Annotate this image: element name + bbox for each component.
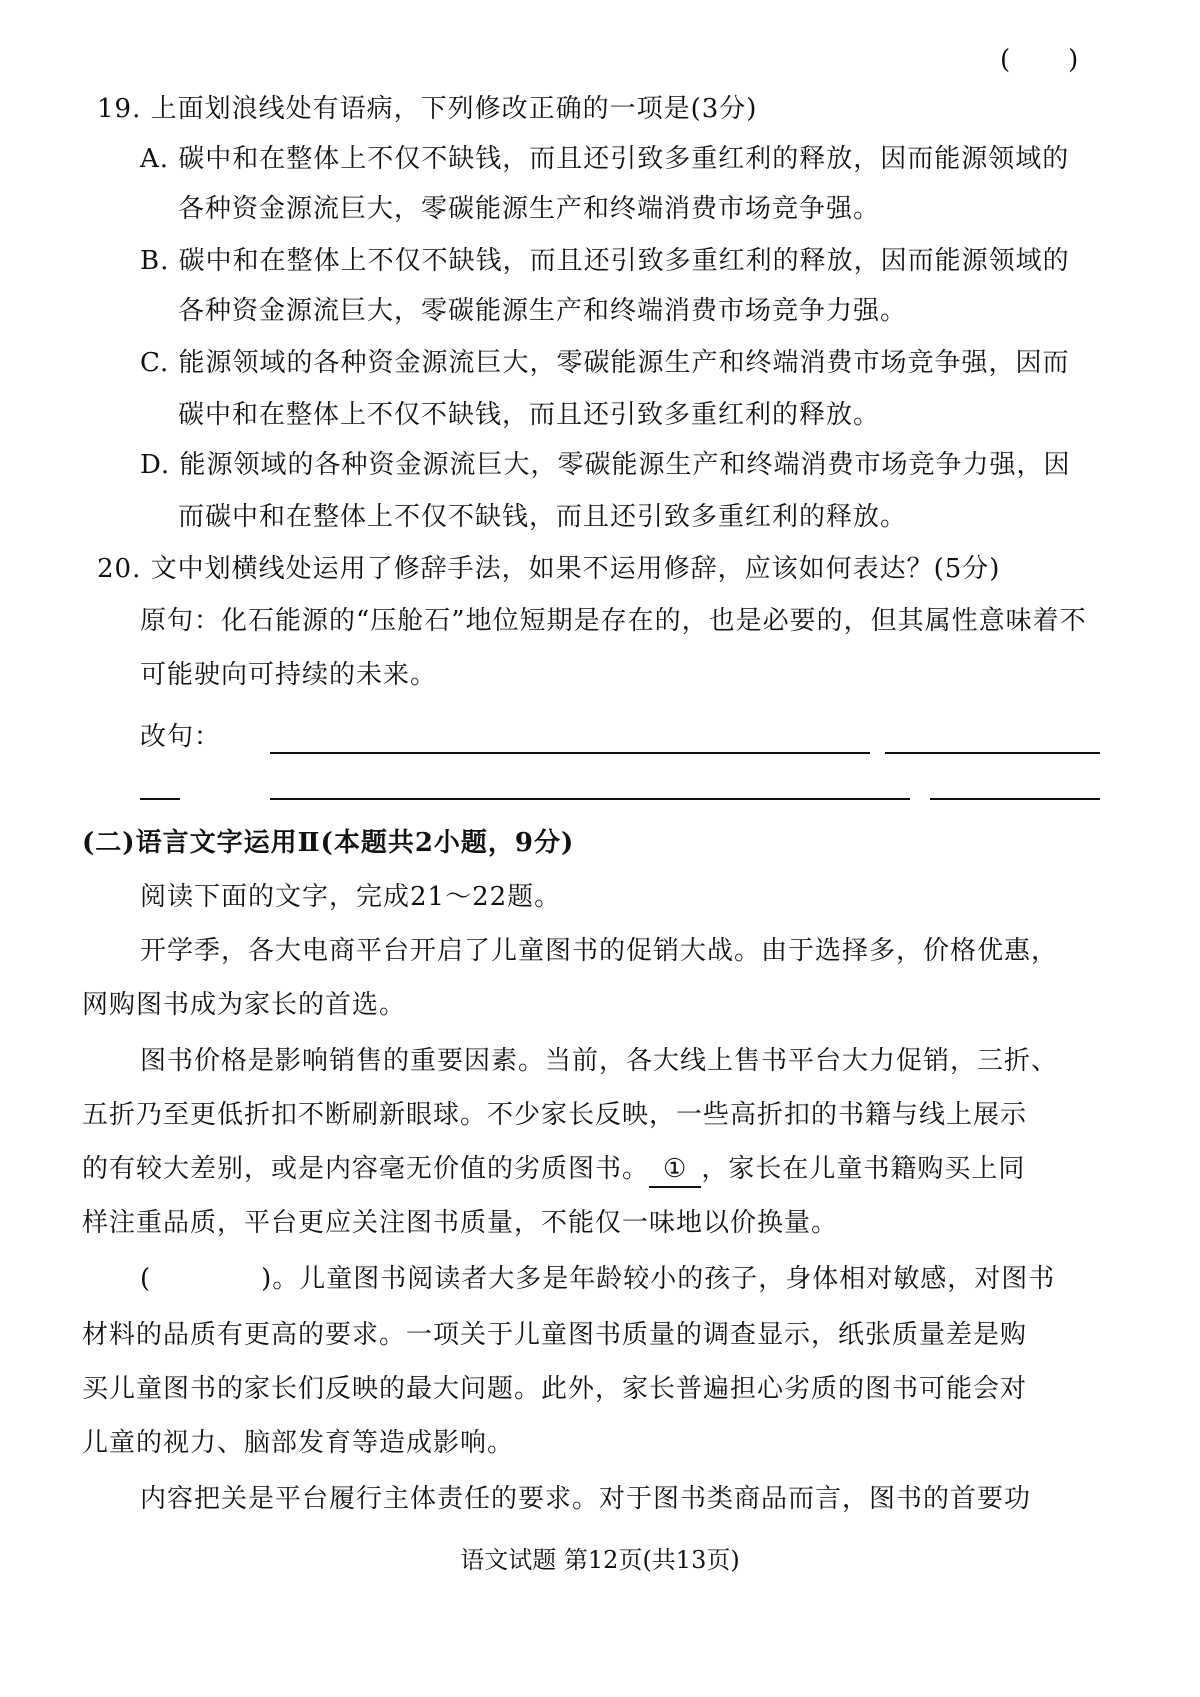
- passage-p1-line2: 网购图书成为家长的首选。: [82, 990, 407, 1020]
- answer-blank-line[interactable]: [270, 798, 910, 800]
- passage-p4-line1: 内容把关是平台履行主体责任的要求。对于图书类商品而言，图书的首要功: [140, 1484, 1032, 1514]
- answer-paren: ( ): [1000, 45, 1079, 75]
- section-instruction: 阅读下面的文字，完成21～22题。: [140, 882, 562, 912]
- blank-1[interactable]: ①: [649, 1152, 701, 1188]
- answer-blank-line[interactable]: [140, 798, 180, 800]
- passage-p3-line4: 儿童的视力、脑部发育等造成影响。: [82, 1428, 515, 1458]
- q19-option-c-line1: C. 能源领域的各种资金源流巨大，零碳能源生产和终端消费市场竞争强，因而: [140, 348, 1070, 378]
- q20-revised-label: 改句：: [140, 722, 222, 752]
- passage-p3-line3: 买儿童图书的家长们反映的最大问题。此外，家长普遍担心劣质的图书可能会对: [82, 1374, 1028, 1404]
- q19-option-a-line2: 各种资金源流巨大，零碳能源生产和终端消费市场竞争强。: [178, 194, 881, 224]
- page-footer: 语文试题 第12页(共13页): [460, 1546, 740, 1574]
- q20-original-line1: 原句：化石能源的“压舱石”地位短期是存在的，也是必要的，但其属性意味着不: [140, 606, 1087, 636]
- q19-option-a-line1: A. 碳中和在整体上不仅不缺钱，而且还引致多重红利的释放，因而能源领域的: [140, 144, 1070, 174]
- answer-blank-line[interactable]: [885, 752, 1100, 754]
- blank-2[interactable]: (: [140, 1264, 152, 1294]
- q19-option-b-line2: 各种资金源流巨大，零碳能源生产和终端消费市场竞争力强。: [178, 296, 908, 326]
- q20-original-line2: 可能驶向可持续的未来。: [140, 660, 438, 690]
- passage-text: )。儿童图书阅读者大多是年龄较小的孩子，身体相对敏感，对图书: [261, 1264, 1056, 1294]
- q20-stem: 20. 文中划横线处运用了修辞手法，如果不运用修辞，应该如何表达？(5分): [97, 554, 1001, 584]
- answer-blank-line[interactable]: [270, 752, 870, 754]
- q19-option-b-line1: B. 碳中和在整体上不仅不缺钱，而且还引致多重红利的释放，因而能源领域的: [140, 246, 1070, 276]
- passage-text: ，家长在儿童书籍购买上同: [701, 1154, 1026, 1184]
- passage-p3-line2: 材料的品质有更高的要求。一项关于儿童图书质量的调查显示，纸张质量差是购: [82, 1320, 1028, 1350]
- passage-p1-line1: 开学季，各大电商平台开启了儿童图书的促销大战。由于选择多，价格优惠，: [140, 936, 1059, 966]
- passage-p2-line3: [82, 1152, 1025, 1188]
- section-heading: (二)语言文字运用Ⅱ(本题共2小题，9分): [82, 828, 575, 858]
- passage-text: 的有较大差别，或是内容毫无价值的劣质图书。: [82, 1154, 650, 1184]
- answer-blank-line[interactable]: [930, 798, 1100, 800]
- passage-p2-line2: 五折乃至更低折扣不断刷新眼球。不少家长反映，一些高折扣的书籍与线上展示: [82, 1100, 1028, 1130]
- q19-option-c-line2: 碳中和在整体上不仅不缺钱，而且还引致多重红利的释放。: [178, 400, 881, 430]
- passage-p3-line1: [140, 1262, 1055, 1296]
- q19-stem: 19. 上面划浪线处有语病，下列修改正确的一项是(3分): [97, 94, 758, 124]
- q19-option-d-line1: D. 能源领域的各种资金源流巨大，零碳能源生产和终端消费市场竞争力强，因: [140, 450, 1071, 480]
- q19-option-d-line2: 而碳中和在整体上不仅不缺钱，而且还引致多重红利的释放。: [178, 502, 908, 532]
- passage-p2-line4: 样注重品质，平台更应关注图书质量，不能仅一味地以价换量。: [82, 1208, 839, 1238]
- passage-p2-line1: 图书价格是影响销售的重要因素。当前，各大线上售书平台大力促销，三折、: [140, 1046, 1059, 1076]
